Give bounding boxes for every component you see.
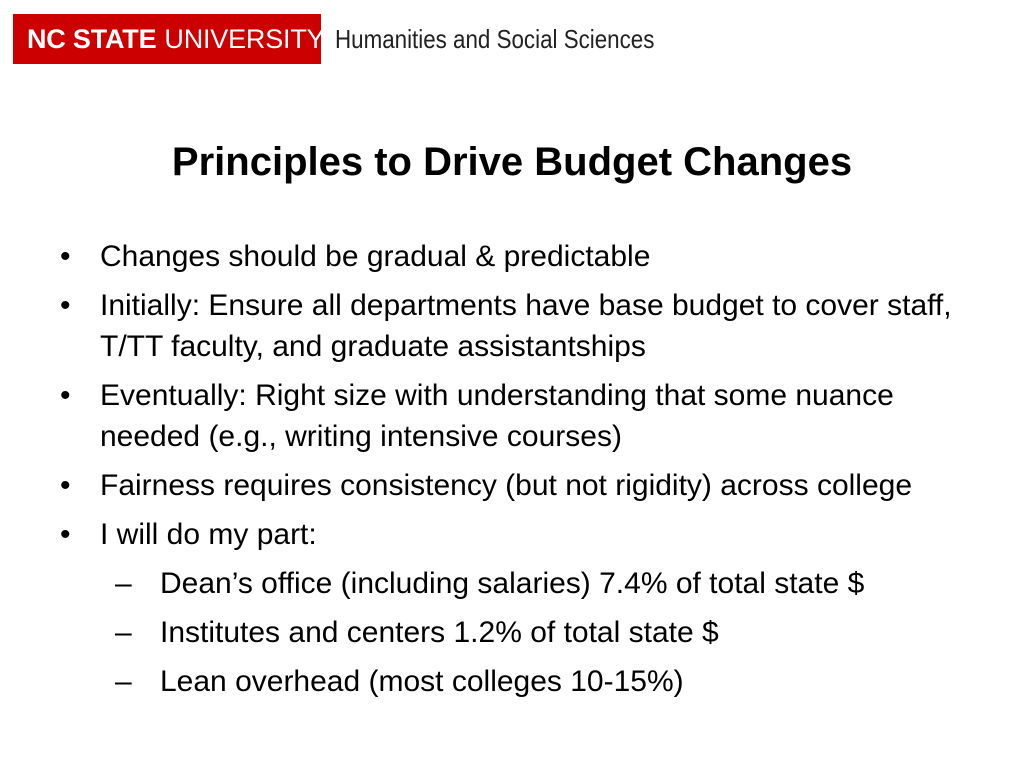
bullet-marker: • [60, 518, 71, 551]
bullet-marker: • [60, 469, 71, 502]
bullet-item [60, 285, 980, 367]
sub-bullet-item [115, 612, 980, 653]
sub-bullet-text: Dean’s office (including salaries) 7.4% of total state $ [160, 567, 865, 600]
slide-title: Principles to Drive Budget Changes [171, 140, 853, 184]
sub-bullet-item [115, 661, 980, 702]
bullet-text: Changes should be gradual & predictable [100, 240, 651, 273]
bullet-text: Fairness requires consistency (but not rigidity) across college [100, 469, 913, 502]
bullet-marker: • [60, 289, 71, 322]
sub-bullet-marker: – [115, 665, 132, 698]
bullet-marker: • [60, 240, 71, 273]
header-banner [13, 14, 706, 64]
bullet-marker: • [60, 379, 71, 412]
bullet-item [60, 236, 980, 277]
sub-bullet-text: Lean overhead (most colleges 10-15%) [160, 665, 684, 698]
college-name: Humanities and Social Sciences [335, 23, 655, 54]
bullet-item [60, 375, 980, 457]
bullet-list [60, 236, 980, 710]
bullet-item [60, 465, 980, 506]
sub-bullet-marker: – [115, 567, 132, 600]
logo-light-text: UNIVERSITY [164, 23, 325, 54]
sub-bullet-item [115, 563, 980, 604]
bullet-text: Eventually: Right size with understanding that some nuance needed (e.g., writing intensive courses) [100, 379, 894, 453]
bullet-text: Initially: Ensure all departments have base budget to cover staff, T/TT faculty, and graduate assistantships [100, 289, 952, 363]
logo-bold-text: NC STATE [27, 23, 157, 54]
university-logo [13, 14, 325, 64]
bullet-text: I will do my part: [100, 518, 317, 551]
sub-bullet-marker: – [115, 616, 132, 649]
sub-bullet-list [100, 563, 980, 702]
bullet-item [60, 514, 980, 702]
sub-bullet-text: Institutes and centers 1.2% of total state $ [160, 616, 719, 649]
